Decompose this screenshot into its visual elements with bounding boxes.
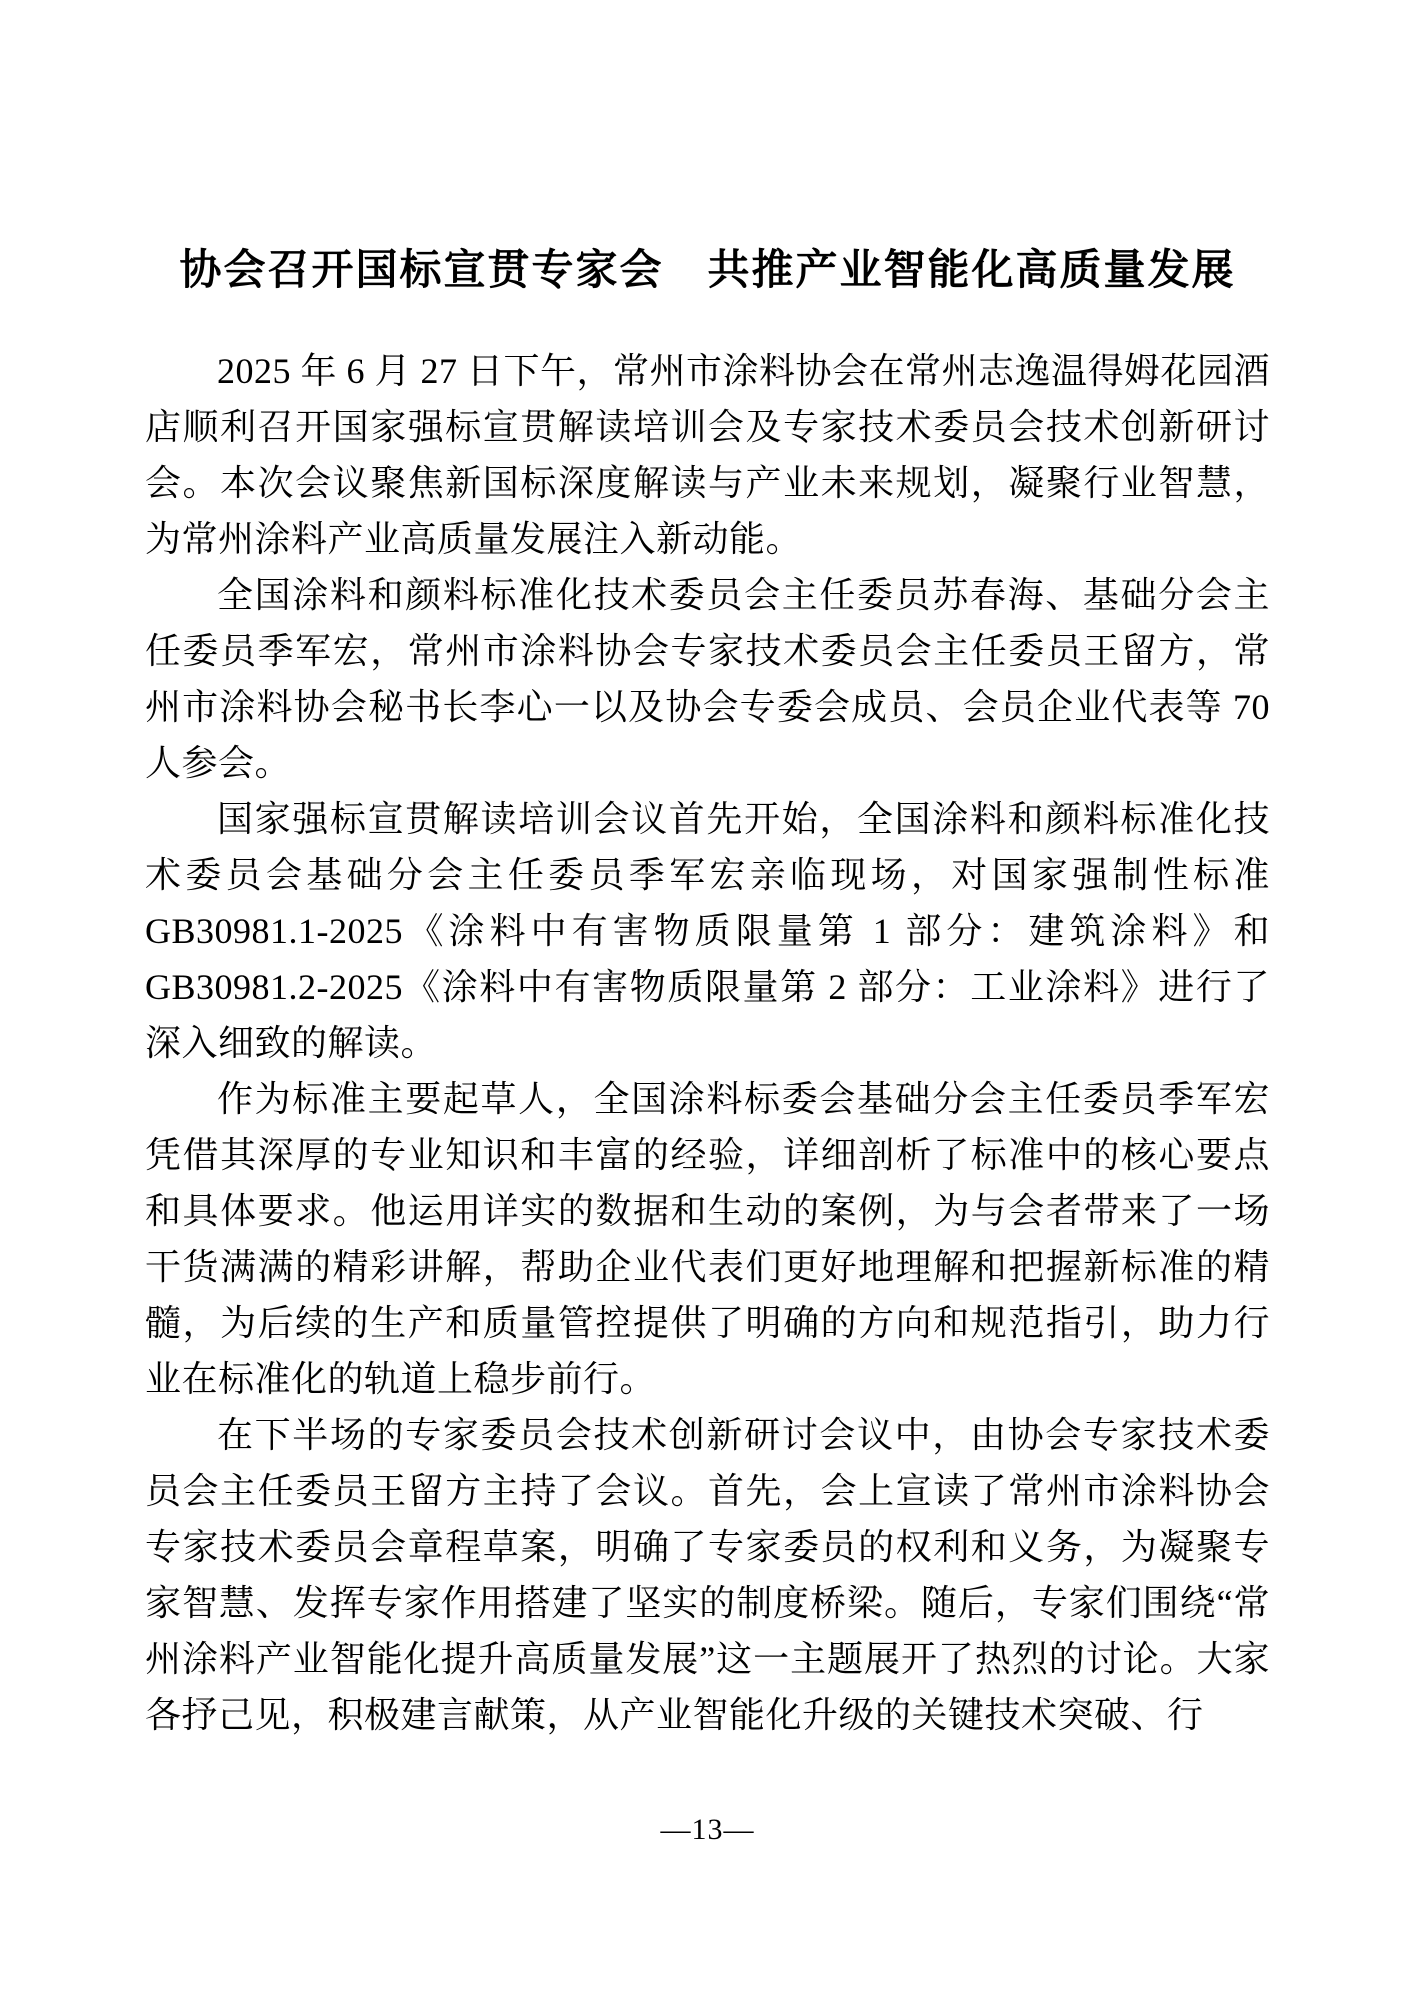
paragraph-5: 在下半场的专家委员会技术创新研讨会议中，由协会专家技术委员会主任委员王留方主持了会议。首先，会上宣读了常州市涂料协会专家技术委员会章程草案，明确了专家委员的权利和义务，为凝聚专家智慧、发挥专家作用搭建了坚实的制度桥梁。随后，专家们围绕“常州涂料产业智能化提升高质量发展”这一主题展开了热烈的讨论。大家各抒己见，积极建言献策，从产业智能化升级的关键技术突破、行 (145, 1415, 1270, 1735)
paragraph-1: 2025 年 6 月 27 日下午，常州市涂料协会在常州志逸温得姆花园酒店顺利召开国家强标宣贯解读培训会及专家技术委员会技术创新研讨会。本次会议聚焦新国标深度解读与产业未来规划，凝聚行业智慧，为常州涂料产业高质量发展注入新动能。 (145, 351, 1271, 559)
paragraph-4: 作为标准主要起草人，全国涂料标委会基础分会主任委员季军宏凭借其深厚的专业知识和丰富的经验，详细剖析了标准中的核心要点和具体要求。他运用详实的数据和生动的案例，为与会者带来了一场干货满满的精彩讲解，帮助企业代表们更好地理解和把握新标准的精髓，为后续的生产和质量管控提供了明确的方向和规范指引，助力行业在标准化的轨道上稳步前行。 (145, 1079, 1270, 1399)
page-number: —13— (660, 1813, 755, 1846)
paragraph-2: 全国涂料和颜料标准化技术委员会主任委员苏春海、基础分会主任委员季军宏，常州市涂料协会专家技术委员会主任委员王留方，常州市涂料协会秘书长李心一以及协会专委会成员、会员企业代表等 70 人参会。 (145, 575, 1270, 783)
document-body (145, 343, 1270, 1743)
page-title: 协会召开国标宣贯专家会 共推产业智能化高质量发展 (179, 248, 1236, 294)
paragraph-3: 国家强标宣贯解读培训会议首先开始，全国涂料和颜料标准化技术委员会基础分会主任委员季军宏亲临现场，对国家强制性标准 GB30981.1-2025《涂料中有害物质限量第 1 部分：建筑涂料》和 GB30981.2-2025《涂料中有害物质限量第 2 部分：工业涂料》进行了深入细致的解读。 (145, 799, 1270, 1063)
